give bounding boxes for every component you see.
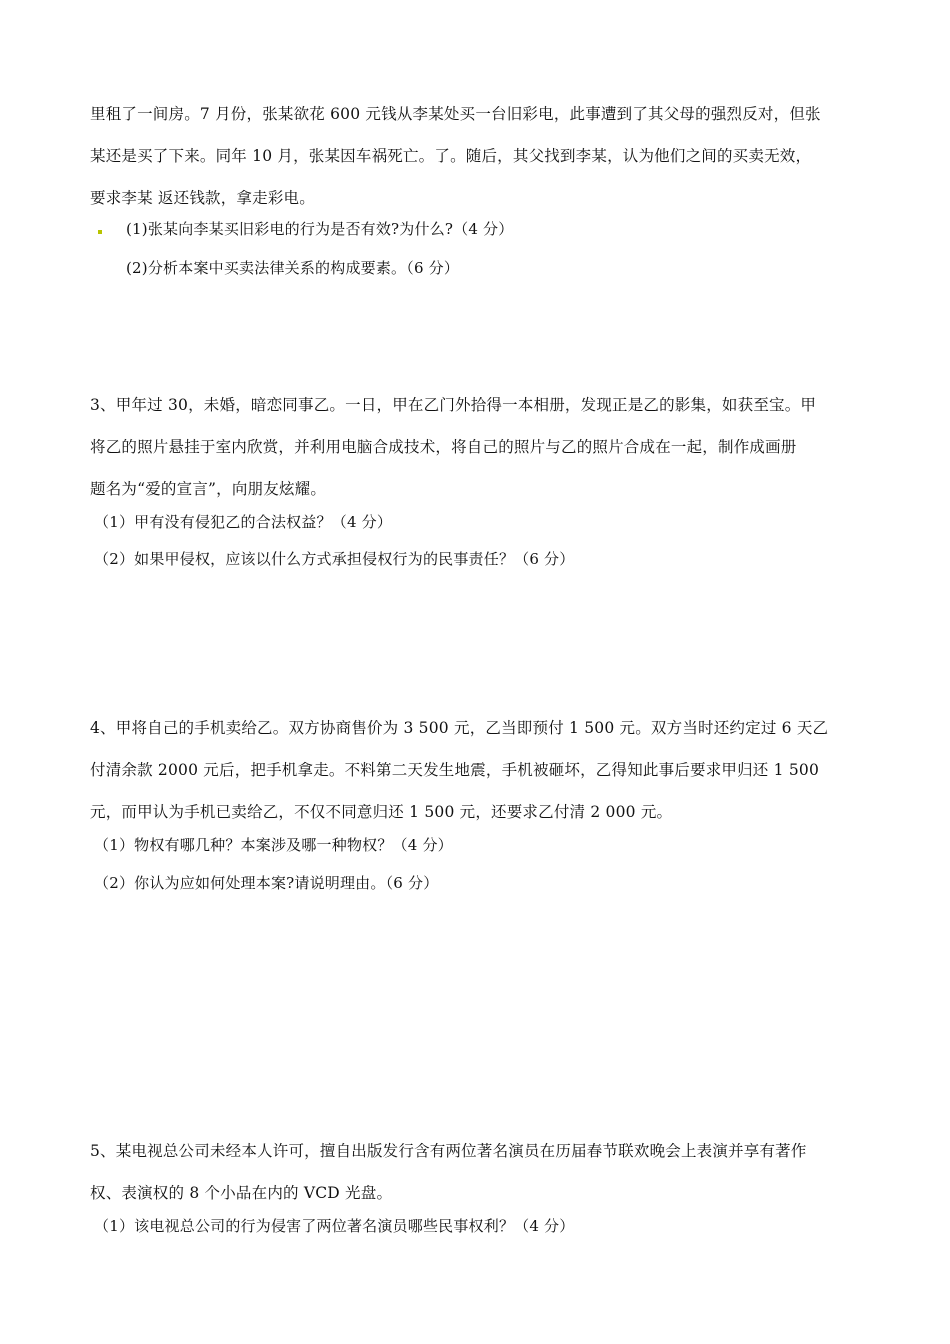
case3-line-3: 题名为“爱的宣言”，向朋友炫耀。 <box>90 480 327 498</box>
case2-line-2: 某还是买了下来。同年 10 月，张某因车祸死亡。了。随后，其父找到李某，认为他们之间的买卖无效， <box>90 147 812 165</box>
case2-line-3: 要求李某 返还钱款，拿走彩电。 <box>90 189 315 207</box>
case4-question-1: （1）物权有哪几种？本案涉及哪一种物权？（4 分） <box>94 836 453 854</box>
case3-question-1: （1）甲有没有侵犯乙的合法权益？（4 分） <box>94 513 393 531</box>
case2-question-2: (2)分析本案中买卖法律关系的构成要素。（6 分） <box>126 259 460 277</box>
margin-mark <box>98 230 102 234</box>
case4-line-2: 付清余款 2000 元后，把手机拿走。不料第二天发生地震，手机被砸坏，乙得知此事后要求甲归还 1 500 <box>90 761 820 779</box>
case2-question-1: (1)张某向李某买旧彩电的行为是否有效?为什么?（4 分） <box>126 220 514 238</box>
case5-line-2: 权、表演权的 8 个小品在内的 VCD 光盘。 <box>90 1184 393 1202</box>
case5-question-1: （1）该电视总公司的行为侵害了两位著名演员哪些民事权利？（4 分） <box>94 1217 575 1235</box>
case4-question-2: （2）你认为应如何处理本案?请说明理由。（6 分） <box>94 874 439 892</box>
case2-line-1: 里租了一间房。7 月份，张某欲花 600 元钱从李某处买一台旧彩电，此事遭到了其父母的强烈反对，但张 <box>90 105 821 123</box>
case3-question-2: （2）如果甲侵权，应该以什么方式承担侵权行为的民事责任？（6 分） <box>94 550 575 568</box>
case5-line-1: 5、某电视总公司未经本人许可，擅自出版发行含有两位著名演员在历届春节联欢晚会上表演并享有著作 <box>90 1142 807 1160</box>
case3-line-2: 将乙的照片悬挂于室内欣赏，并利用电脑合成技术，将自己的照片与乙的照片合成在一起，制作成画册 <box>90 438 797 456</box>
case4-line-3: 元，而甲认为手机已卖给乙，不仅不同意归还 1 500 元，还要求乙付清 2 000 元。 <box>90 803 673 821</box>
case3-line-1: 3、甲年过 30，未婚，暗恋同事乙。一日，甲在乙门外拾得一本相册，发现正是乙的影集，如获至宝。甲 <box>90 396 817 414</box>
case4-line-1: 4、甲将自己的手机卖给乙。双方协商售价为 3 500 元，乙当即预付 1 500 元。双方当时还约定过 6 天乙 <box>90 719 829 737</box>
